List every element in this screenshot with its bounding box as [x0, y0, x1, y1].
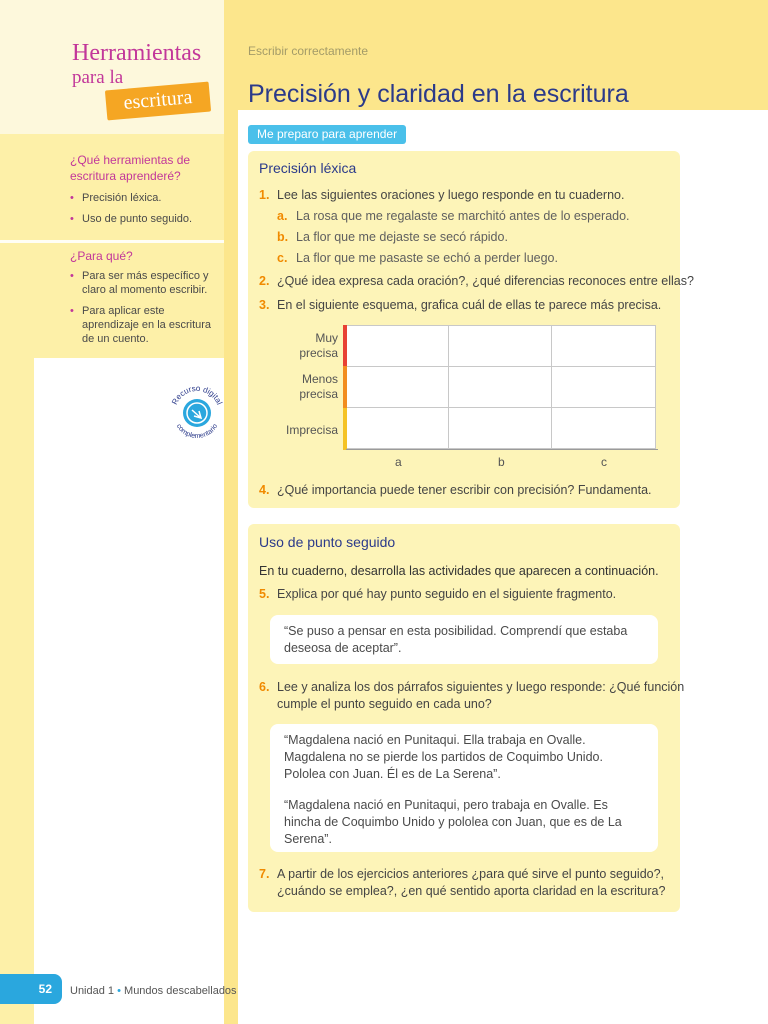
- scheme-cell: [346, 326, 449, 367]
- scheme-cell: [449, 367, 552, 408]
- card-full-stop: [248, 524, 685, 912]
- footer-unit-label: Unidad 1: [70, 985, 115, 997]
- sidebar-question-purpose: ¿Para qué?: [70, 249, 133, 263]
- brand-subtitle: para la: [72, 67, 124, 88]
- sidebar-purpose-list: [70, 269, 218, 353]
- list-item: • Precisión léxica.: [70, 191, 218, 205]
- content-decor-strip: [224, 110, 238, 1024]
- subitem-text: La flor que me pasaste se echó a perder luego.: [296, 251, 558, 265]
- item-number: 4.: [259, 483, 270, 497]
- page-number: 52: [0, 974, 62, 1004]
- scheme-axis-low: [343, 408, 347, 450]
- scheme-cell: [449, 326, 552, 367]
- item-text: cumple el punto seguido en cada uno?: [277, 697, 492, 711]
- scheme-baseline: [346, 449, 658, 450]
- scheme-col-label: a: [395, 455, 402, 469]
- subitem-letter: a.: [277, 209, 288, 223]
- brand-tag: escritura: [105, 82, 211, 121]
- subitem-text: La rosa que me regalaste se marchitó antes de lo esperado.: [296, 209, 630, 223]
- list-item: • Uso de punto seguido.: [70, 212, 218, 226]
- sidebar-divider: [0, 240, 224, 243]
- page-title: Precisión y claridad en la escritura: [248, 80, 629, 108]
- scheme-cell: [552, 367, 656, 408]
- sidebar-tools-list: [70, 191, 218, 233]
- svg-text:complementario: complementario: [174, 422, 220, 441]
- list-item: • Para ser más específico y claro al momento escribir.: [70, 269, 218, 297]
- scheme-row-label: Imprecisa: [285, 423, 338, 437]
- section-title: Precisión léxica: [259, 160, 357, 176]
- scheme-row-label: Menos precisa: [299, 372, 338, 401]
- subitem-text: La flor que me dejaste se secó rápido.: [296, 230, 508, 244]
- scheme-row-label: Muy precisa: [299, 331, 338, 360]
- scheme-col-label: b: [498, 455, 505, 469]
- item-number: 3.: [259, 298, 270, 312]
- item-text: ¿Qué importancia puede tener escribir con precisión? Fundamenta.: [277, 483, 652, 497]
- scheme-cell: [552, 408, 656, 449]
- subitem-letter: b.: [277, 230, 289, 244]
- scheme-col-label: c: [601, 455, 607, 469]
- item-text: Lee las siguientes oraciones y luego responde en tu cuaderno.: [277, 188, 625, 202]
- section-title: Uso de punto seguido: [259, 534, 396, 550]
- svg-text:Recurso digital: Recurso digital: [170, 383, 225, 407]
- sidebar-question-tools: ¿Qué herramientas de escritura aprenderé?: [70, 153, 191, 183]
- scheme-axis-mid: [343, 366, 347, 408]
- breadcrumb: Escribir correctamente: [248, 44, 369, 58]
- item-text: En el siguiente esquema, grafica cuál de ellas te parece más precisa.: [277, 298, 662, 312]
- scheme-cell: [346, 367, 449, 408]
- item-text: A partir de los ejercicios anteriores ¿para qué sirve el punto seguido?,: [277, 867, 665, 881]
- card-lexical-precision: [248, 151, 694, 508]
- section-intro: En tu cuaderno, desarrolla las actividades que aparecen a continuación.: [259, 564, 659, 578]
- item-text: Lee y analiza los dos párrafos siguientes y luego responde: ¿Qué función: [277, 680, 685, 694]
- item-text: ¿cuándo se emplea?, ¿en qué sentido aporta claridad en la escritura?: [277, 884, 666, 898]
- item-text: Explica por qué hay punto seguido en el siguiente fragmento.: [277, 587, 617, 601]
- quote-box: “Se puso a pensar en esta posibilidad. Comprendí que estaba deseosa de aceptar”.: [270, 615, 658, 664]
- item-number: 6.: [259, 680, 270, 694]
- footer-separator: •: [117, 985, 121, 997]
- item-number: 1.: [259, 188, 270, 202]
- quote-box: [270, 724, 658, 852]
- footer-unit-name: Mundos descabellados: [124, 985, 237, 997]
- scheme-cell: [449, 408, 552, 449]
- section-pill: Me preparo para aprender: [248, 125, 406, 144]
- digital-resource-icon[interactable]: [166, 382, 228, 444]
- item-text: ¿Qué idea expresa cada oración?, ¿qué diferencias reconoces entre ellas?: [277, 274, 694, 288]
- item-number: 2.: [259, 274, 270, 288]
- quote-paragraph: “Magdalena nació en Punitaqui. Ella trabaja en Ovalle. Magdalena no se pierde los partidos de Coquimbo Unido. Pololea con Juan. Él es de La Serena”.: [284, 733, 603, 781]
- scheme-cell: [552, 326, 656, 367]
- subitem-letter: c.: [277, 251, 288, 265]
- scheme-axis-high: [343, 325, 347, 366]
- scheme-cell: [346, 408, 449, 449]
- brand-title: Herramientas: [72, 40, 202, 66]
- item-number: 7.: [259, 867, 270, 881]
- quote-paragraph: “Magdalena nació en Punitaqui, pero trabaja en Ovalle. Es hincha de Coquimbo Unido y pololea con Juan, que es de La Serena”.: [284, 798, 622, 846]
- item-number: 5.: [259, 587, 270, 601]
- footer-unit: [70, 985, 237, 997]
- list-item: • Para aplicar este aprendizaje en la escritura de un cuento.: [70, 304, 218, 346]
